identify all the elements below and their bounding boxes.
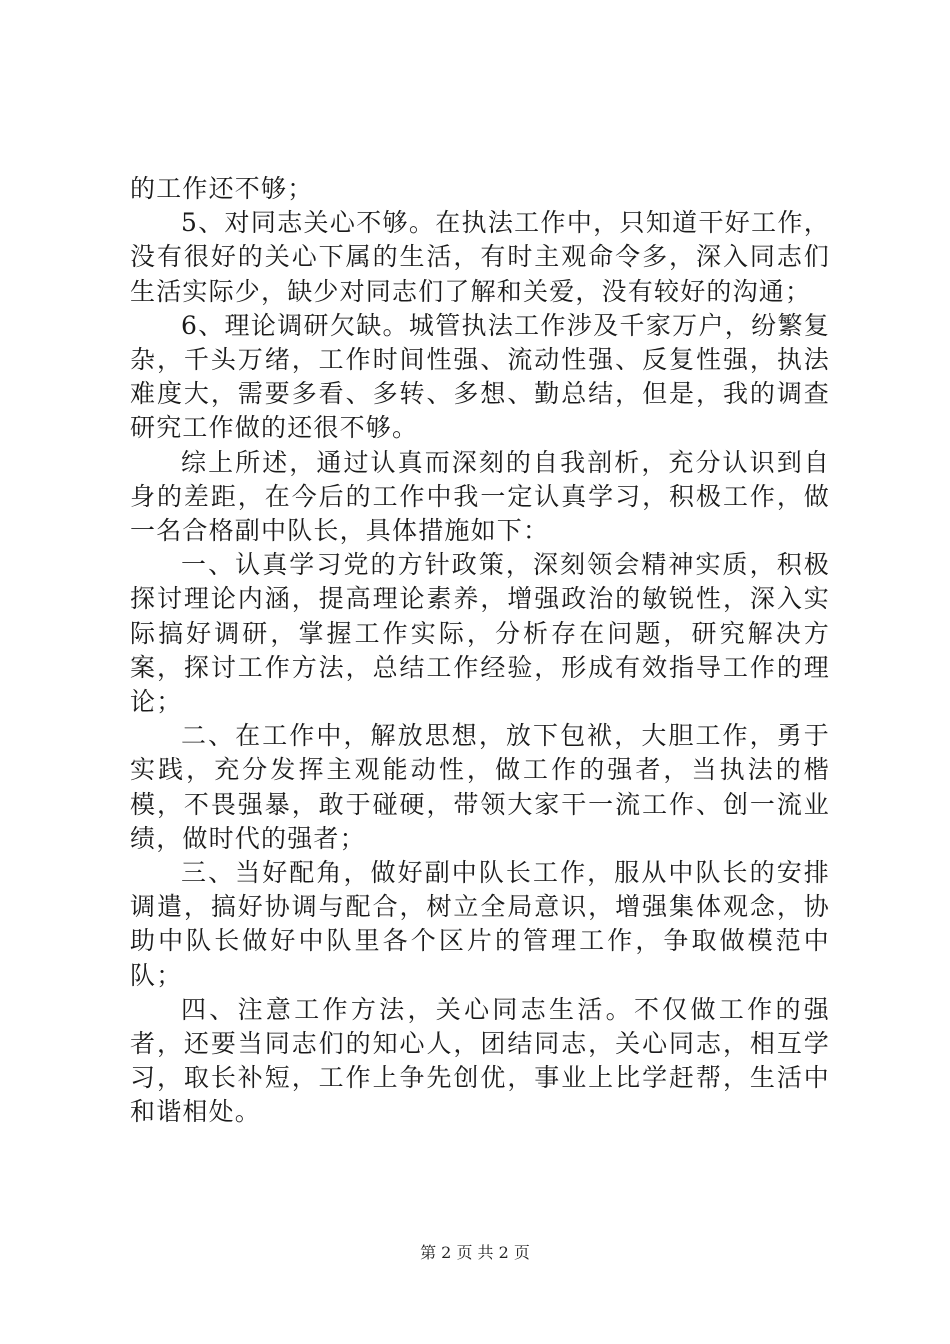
paragraph-measure-2: 二、在工作中，解放思想，放下包袱，大胆工作，勇于实践，充分发挥主观能动性，做工作的强者，当执法的楷模，不畏强暴，敢于碰硬，带领大家干一流工作、创一流业绩，做时代的强者； [130,721,830,853]
paragraph-summary: 综上所述，通过认真而深刻的自我剖析，充分认识到自身的差距，在今后的工作中我一定认真学习，积极工作，做一名合格副中队长，具体措施如下： [130,447,830,546]
page-number-footer: 第 2 页 共 2 页 [420,1243,530,1262]
paragraph-measure-4: 四、注意工作方法，关心同志生活。不仅做工作的强者，还要当同志们的知心人，团结同志，关心同志，相互学习，取长补短，工作上争先创优，事业上比学赶帮，生活中和谐相处。 [130,994,830,1127]
paragraph-continuation: 的工作还不够； [130,174,314,203]
paragraph-measure-3: 三、当好配角，做好副中队长工作，服从中队长的安排调遣，搞好协调与配合，树立全局意识，增强集体观念，协助中队长做好中队里各个区片的管理工作，争取做模范中队； [130,858,830,990]
paragraph-item-6: 6、理论调研欠缺。城管执法工作涉及千家万户，纷繁复杂，千头万绪，工作时间性强、流动性强、反复性强，执法难度大，需要多看、多转、多想、勤总结，但是，我的调查研究工作做的还很不够。 [130,310,830,443]
paragraph-item-5: 5、对同志关心不够。在执法工作中，只知道干好工作，没有很好的关心下属的生活，有时主观命令多，深入同志们生活实际少，缺少对同志们了解和关爱，没有较好的沟通； [130,208,830,306]
document-body [130,172,830,1130]
paragraph-measure-1: 一、认真学习党的方针政策，深刻领会精神实质，积极探讨理论内涵，提高理论素养，增强政治的敏锐性，深入实际搞好调研，掌握工作实际，分析存在问题，研究解决方案，探讨工作方法，总结工作经验，形成有效指导工作的理论； [130,550,830,717]
